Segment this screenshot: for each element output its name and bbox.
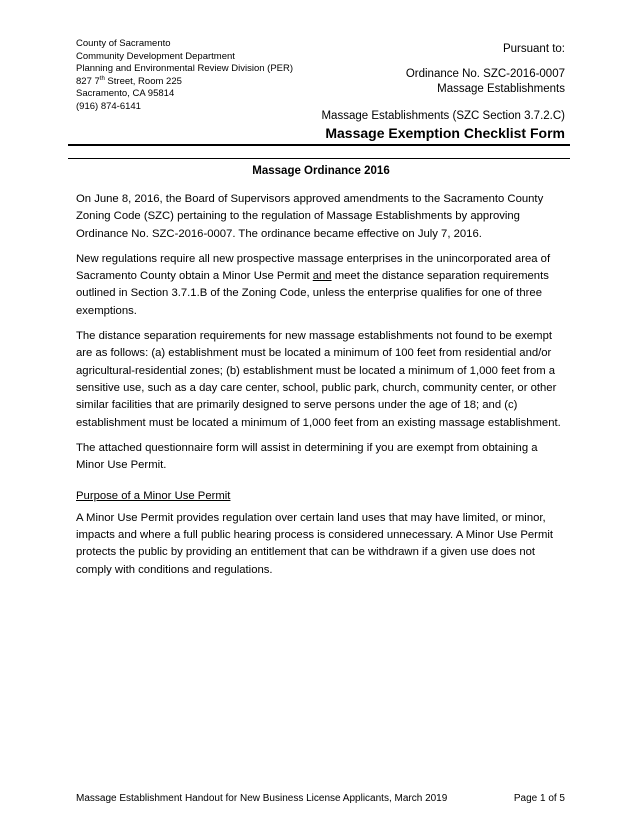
pursuant-label: Pursuant to: [502,43,565,55]
subheading-purpose: Purpose of a Minor Use Permit [76,490,231,503]
street-line [76,76,293,89]
form-title-block [321,109,565,142]
address-line: Community Development Department [76,50,235,62]
address-line: County of Sacramento [76,38,171,49]
header-divider-thin [68,158,570,159]
ordinance-number: Ordinance No. SZC-2016-0007 [405,68,565,80]
paragraph-purpose: A Minor Use Permit provides regulation over certain land uses that may have limited, or minor, impacts and where a full public hearing process is considered unnecessary. A Minor Use Permit protects the public by providing an entitlement that can be withdrawn if a given use does not comply with conditions and regulations. [76,511,554,576]
paragraph-adoption: On June 8, 2016, the Board of Supervisors approved amendments to the Sacramento County Zoning Code (SZC) pertaining to the regulation of Massage Establishments by approving Ordinance No. SZC-2016-0007. The ordinance became effective on July 7, 2016. [76,193,544,240]
paragraph-text: New regulations require all new prospective massage enterprises in the unincorporated area of Sacramento County obtain a Minor Use Permit [76,252,551,283]
form-title: Massage Exemption Checklist Form [325,125,565,141]
underlined-word: and [312,270,332,283]
paragraph-distance: The distance separation requirements for new massage establishments not found to be exempt are as follows: (a) establishment must be located a minimum of 100 feet from residential and/or agricultural-residential zones; (b) establishment must be located a minimum of 1,000 feet from a sensitive use, such as a day care center, school, public park, church, community center, or other similar facilities that are primarily designed to serve persons under the age of 18; and (c) establishment must be located a minimum of 1,000 feet from an existing massage establishment. [76,330,561,429]
street-number: 827 7 [76,75,100,87]
section-heading: Massage Ordinance 2016 [252,165,390,177]
pursuant-block [406,42,565,97]
county-address-block [76,38,293,114]
section-reference: Massage Establishments (SZC Section 3.7.2.C) [321,110,565,122]
street-suffix: th [99,75,105,82]
body-content [76,164,566,587]
city-line: Sacramento, CA 95814 [76,88,175,100]
paragraph-questionnaire: The attached questionnaire form will assist in determining if you are exempt from obtaining a Minor Use Permit. [76,441,538,472]
page-number: Page 1 of 5 [513,793,565,804]
page-footer [76,792,565,805]
paragraph-text: meet the distance separation requirements outlined in Section 3.7.1.B of the Zoning Code, unless the enterprise qualifies for one of three exemptions. [76,270,549,317]
phone-line: (916) 874-6141 [76,100,141,112]
footer-title: Massage Establishment Handout for New Business License Applicants, March 2019 [76,793,448,804]
ordinance-subject: Massage Establishments [437,83,565,95]
paragraph-requirements [76,251,566,320]
address-line: Planning and Environmental Review Division (PER) [76,63,294,75]
header-divider-thick [68,144,570,146]
street-rest: Street, Room 225 [104,75,182,87]
